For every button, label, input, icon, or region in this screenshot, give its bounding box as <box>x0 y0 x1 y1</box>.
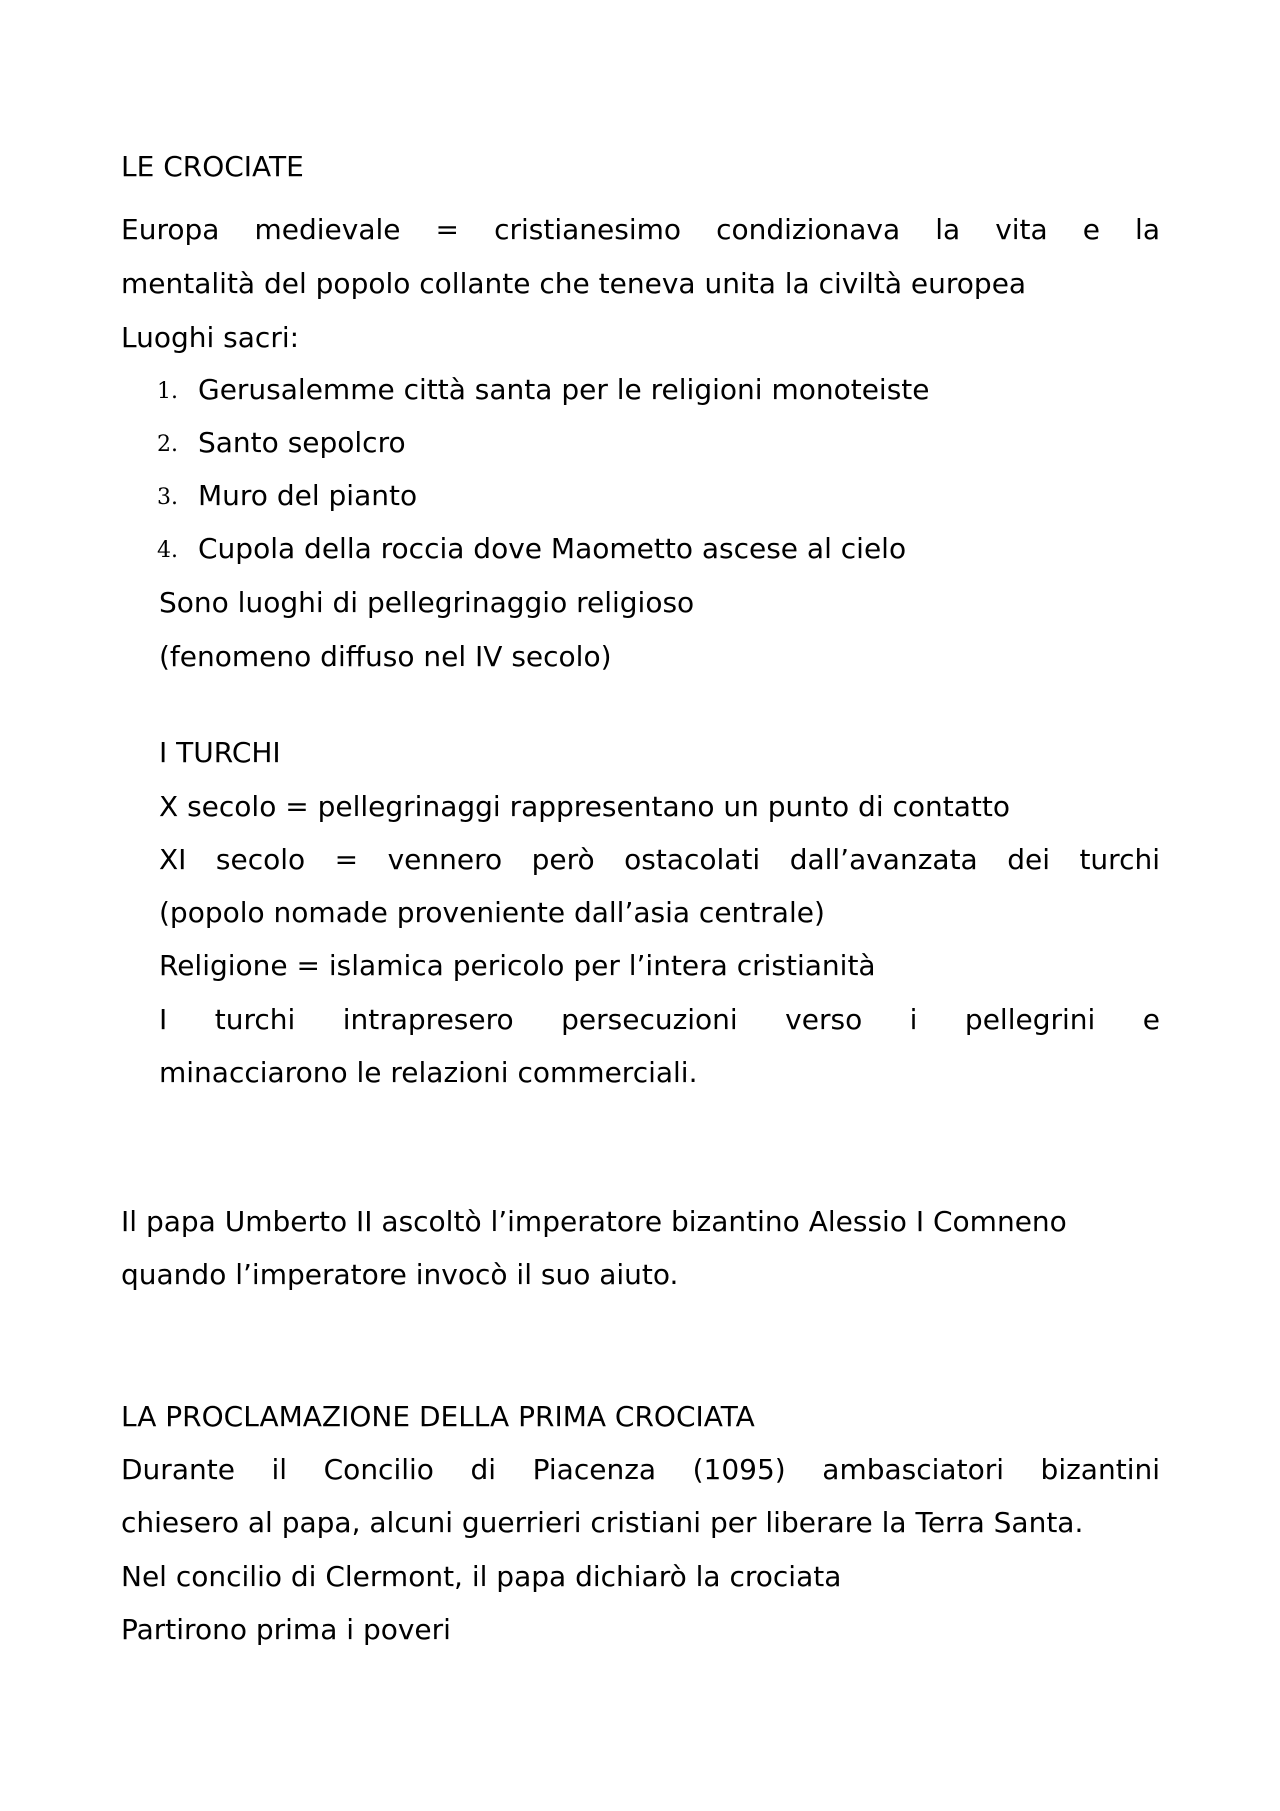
intro-line-3: Luoghi sacri: <box>121 321 300 354</box>
turks-line-4: Religione = islamica pericolo per l’intera cristianità <box>159 949 876 982</box>
proclamation-heading: LA PROCLAMAZIONE DELLA PRIMA CROCIATA <box>121 1400 755 1433</box>
turks-line-1: X secolo = pellegrinaggi rappresentano un punto di contatto <box>159 790 1011 823</box>
turks-heading: I TURCHI <box>159 736 281 769</box>
page-title: LE CROCIATE <box>121 150 304 183</box>
pope-line-2: quando l’imperatore invocò il suo aiuto. <box>121 1258 679 1291</box>
list-item-text: Cupola della roccia dove Maometto ascese al cielo <box>198 532 907 565</box>
list-item-number: 3. <box>157 485 178 510</box>
turks-line-2: XI secolo = vennero però ostacolati dall’avanzata dei turchi <box>159 843 1160 876</box>
list-item-number: 4. <box>157 538 178 563</box>
list-item-number: 1. <box>157 379 178 404</box>
list-item-text: Santo sepolcro <box>198 426 406 459</box>
turks-line-6: minacciarono le relazioni commerciali. <box>159 1056 698 1089</box>
list-item-text: Gerusalemme città santa per le religioni monoteiste <box>198 373 930 406</box>
proclamation-line-1: Durante il Concilio di Piacenza (1095) ambasciatori bizantini <box>121 1453 1160 1486</box>
list-item-text: Muro del pianto <box>198 479 418 512</box>
proclamation-line-2: chiesero al papa, alcuni guerrieri cristiani per liberare la Terra Santa. <box>121 1506 1084 1539</box>
intro-line-1: Europa medievale = cristianesimo condizionava la vita e la <box>121 213 1160 246</box>
turks-line-3: (popolo nomade proveniente dall’asia centrale) <box>159 896 825 929</box>
pope-line-1: Il papa Umberto II ascoltò l’imperatore bizantino Alessio I Comneno <box>121 1205 1067 1238</box>
list-item-number: 2. <box>157 432 178 457</box>
proclamation-line-4: Partirono prima i poveri <box>121 1613 451 1646</box>
intro-line-2: mentalità del popolo collante che teneva unita la civiltà europea <box>121 267 1027 300</box>
turks-line-5: I turchi intrapresero persecuzioni verso i pellegrini e <box>159 1003 1160 1036</box>
pilgrimage-line-1: Sono luoghi di pellegrinaggio religioso <box>159 586 695 619</box>
proclamation-line-3: Nel concilio di Clermont, il papa dichiarò la crociata <box>121 1560 842 1593</box>
pilgrimage-line-2: (fenomeno diffuso nel IV secolo) <box>159 640 612 673</box>
